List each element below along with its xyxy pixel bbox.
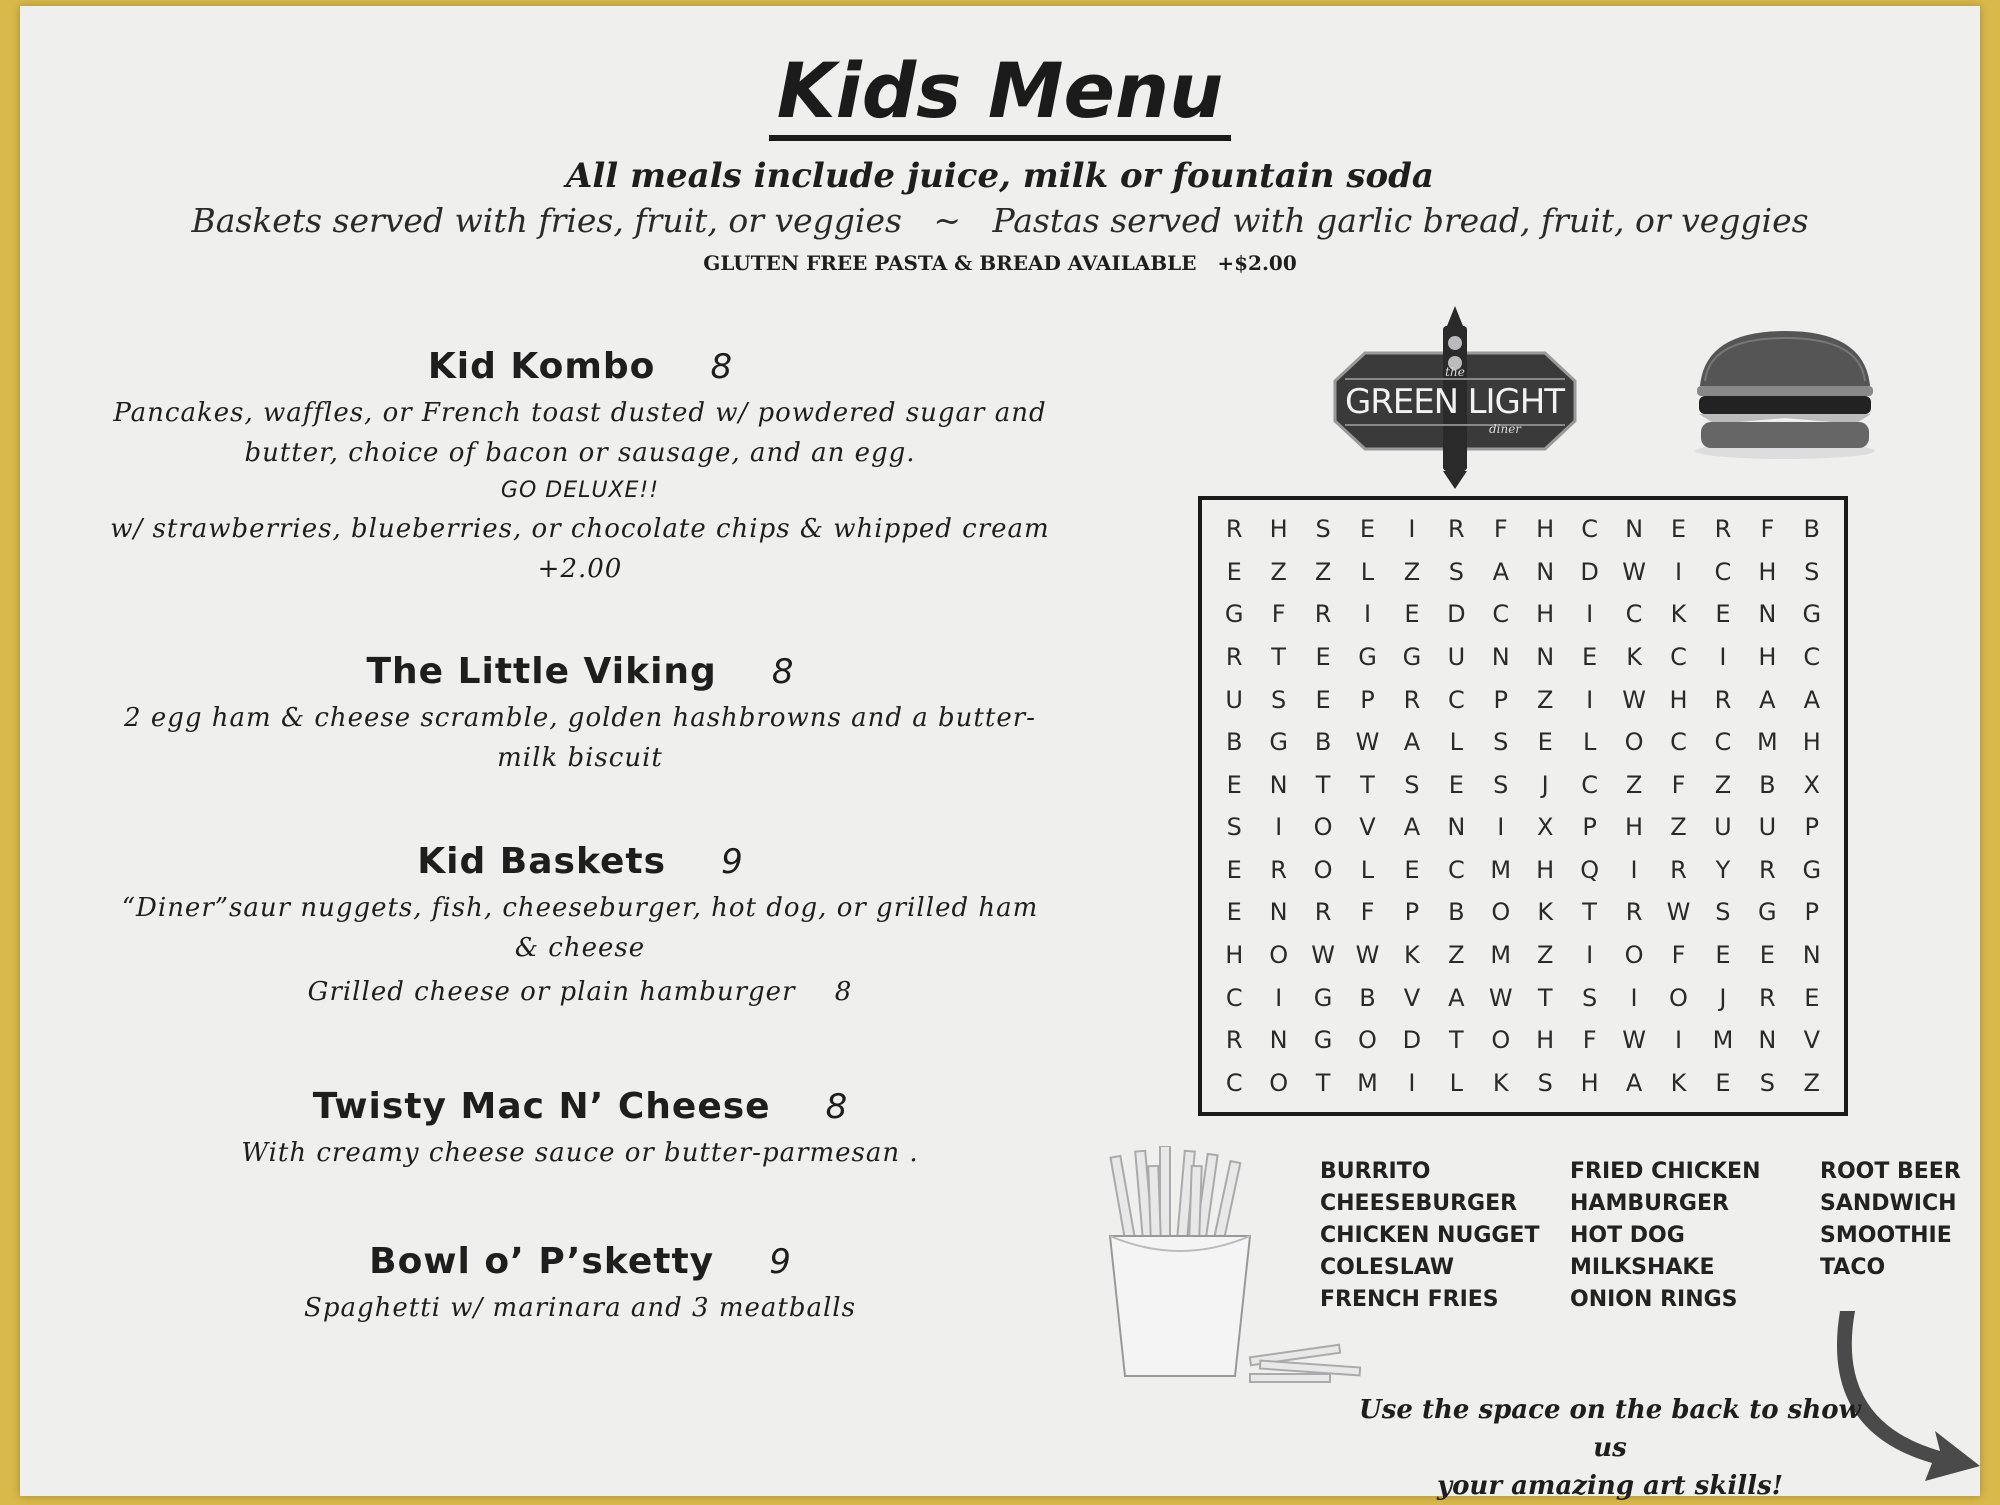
grid-letter: O — [1624, 940, 1644, 969]
grid-letter: D — [1580, 557, 1599, 586]
grid-letter: A — [1448, 983, 1465, 1012]
grid-letter: H — [1802, 728, 1821, 757]
grid-letter: C — [1714, 557, 1732, 586]
word-list-col2: FRIED CHICKEN HAMBURGER HOT DOG MILKSHAKE ONION RINGS — [1570, 1159, 1761, 1312]
grid-letter: G — [1802, 600, 1822, 629]
grid-letter: F — [1671, 940, 1686, 969]
grid-letter: E — [1359, 515, 1376, 544]
grid-letter: R — [1225, 515, 1243, 544]
item-name: Twisty Mac N’ Cheese — [312, 1086, 771, 1127]
item-description: Pancakes, waffles, or French toast dusted w/ powdered sugar and butter, choice of bacon or sausage, and an egg. GO DELUXE!! w/ strawberries, blueberries, or chocolate chips & whipped cream +2.00 — [100, 393, 1060, 589]
grid-letter: R — [1759, 855, 1776, 884]
grid-letter: A — [1759, 685, 1776, 714]
burger-icon — [1685, 326, 1885, 470]
grid-letter: E — [1404, 855, 1420, 884]
grid-letter: S — [1315, 515, 1331, 544]
grid-letter: S — [1804, 557, 1820, 586]
grid-letter: C — [1581, 770, 1599, 799]
meal-includes-line: All meals include juice, milk or fountain soda — [566, 156, 1434, 196]
grid-letter: S — [1404, 770, 1420, 799]
svg-text:GREEN LIGHT: GREEN LIGHT — [1345, 382, 1565, 422]
grid-letter: U — [1714, 813, 1732, 842]
grid-letter: U — [1447, 642, 1466, 671]
grid-letter: E — [1715, 600, 1731, 629]
menu-item-twisty-mac — [100, 1086, 1060, 1173]
grid-letter: E — [1715, 940, 1731, 969]
grid-letter: I — [1408, 515, 1416, 544]
grid-letter: I — [1408, 1068, 1416, 1097]
grid-letter: R — [1714, 685, 1732, 714]
grid-letter: W — [1622, 557, 1646, 586]
grid-letter: F — [1493, 515, 1508, 544]
grid-letter: N — [1536, 557, 1555, 586]
go-deluxe-label: GO DELUXE!! — [500, 478, 660, 503]
grid-letter: O — [1491, 898, 1511, 927]
grid-letter: G — [1402, 642, 1422, 671]
grid-letter: G — [1224, 600, 1244, 629]
grid-letter: N — [1802, 940, 1821, 969]
grid-letter: R — [1403, 685, 1421, 714]
item-price: 8 — [834, 977, 853, 1007]
grid-letter: C — [1447, 685, 1465, 714]
grid-letter: S — [1759, 1068, 1775, 1097]
grid-letter: R — [1625, 898, 1643, 927]
grid-letter: B — [1225, 728, 1243, 757]
grid-letter: Z — [1625, 770, 1643, 799]
grid-letter: D — [1402, 1026, 1422, 1055]
grid-letter: R — [1225, 1026, 1243, 1055]
grid-letter: S — [1226, 813, 1242, 842]
grid-letter: U — [1758, 813, 1777, 842]
grid-letter: H — [1536, 600, 1555, 629]
grid-letter: B — [1759, 770, 1776, 799]
grid-letter: E — [1315, 642, 1331, 671]
grid-letter: E — [1448, 770, 1464, 799]
grid-letter: O — [1269, 1068, 1289, 1097]
grid-letter: H — [1536, 855, 1555, 884]
grid-letter: R — [1270, 855, 1287, 884]
grid-letter: O — [1669, 983, 1688, 1012]
grid-letter: W — [1622, 1026, 1646, 1055]
svg-text:diner: diner — [1488, 422, 1522, 436]
grid-letter: R — [1225, 642, 1243, 671]
item-description: “Diner”saur nuggets, fish, cheeseburger, hot dog, or grilled ham & cheese Grilled cheese or plain hamburger 8 — [121, 893, 1039, 1007]
grid-letter: H — [1225, 940, 1244, 969]
menu-item-kid-kombo — [100, 346, 1060, 589]
grid-letter: I — [1497, 813, 1505, 842]
grid-letter: Z — [1448, 940, 1465, 969]
grid-letter: T — [1582, 898, 1597, 927]
grid-letter: E — [1537, 728, 1553, 757]
grid-letter: L — [1360, 557, 1375, 586]
grid-letter: B — [1314, 728, 1332, 757]
grid-letter: E — [1226, 898, 1242, 927]
grid-letter: F — [1582, 1026, 1597, 1055]
grid-letter: I — [1586, 685, 1594, 714]
grid-letter: N — [1269, 898, 1288, 927]
grid-letter: A — [1403, 813, 1421, 842]
grid-letter: I — [1674, 557, 1683, 586]
grid-letter: E — [1759, 940, 1775, 969]
grid-letter: M — [1756, 728, 1778, 757]
grid-letter: T — [1449, 1026, 1464, 1055]
grid-letter: P — [1804, 813, 1820, 842]
grid-letter: H — [1580, 1068, 1599, 1097]
grid-letter: T — [1315, 770, 1331, 799]
grid-letter: H — [1758, 642, 1777, 671]
grid-letter: W — [1622, 685, 1646, 714]
grid-letter: U — [1225, 685, 1243, 714]
grid-letter: N — [1491, 642, 1510, 671]
grid-letter: F — [1671, 770, 1686, 799]
grid-letter: N — [1536, 642, 1555, 671]
grid-letter: S — [1493, 728, 1509, 757]
grid-letter: H — [1625, 813, 1644, 842]
item-description: 2 egg ham & cheese scramble, golden hashbrowns and a butter- milk biscuit — [124, 703, 1036, 773]
grid-letter: W — [1355, 728, 1380, 757]
grid-letter: E — [1226, 557, 1242, 586]
grid-letter: K — [1537, 898, 1554, 927]
grid-letter: I — [1275, 813, 1283, 842]
grid-letter: C — [1803, 642, 1821, 671]
grid-letter: T — [1537, 983, 1553, 1012]
grid-letter: I — [1719, 642, 1727, 671]
svg-text:the: the — [1445, 365, 1465, 379]
grid-letter: Z — [1714, 770, 1732, 799]
grid-letter: R — [1448, 515, 1465, 544]
grid-letter: E — [1404, 600, 1420, 629]
item-price: 8 — [710, 347, 733, 387]
grid-letter: Z — [1536, 940, 1554, 969]
grid-letter: N — [1758, 600, 1777, 629]
grid-letter: L — [1449, 728, 1464, 757]
grid-letter: X — [1803, 770, 1820, 799]
grid-letter: Z — [1803, 1068, 1820, 1097]
grid-letter: Q — [1580, 855, 1600, 884]
grid-letter: O — [1624, 728, 1644, 757]
grid-letter: H — [1758, 557, 1777, 586]
grid-letter: J — [1541, 770, 1549, 799]
grid-letter: G — [1313, 1026, 1333, 1055]
grid-letter: X — [1536, 813, 1554, 842]
item-description: With creamy cheese sauce or butter-parmesan . — [241, 1138, 919, 1168]
grid-letter: H — [1536, 515, 1555, 544]
grid-letter: G — [1758, 898, 1777, 927]
grid-letter: G — [1802, 855, 1822, 884]
grid-letter: Z — [1670, 813, 1687, 842]
gluten-free-line: GLUTEN FREE PASTA & BREAD AVAILABLE +$2.00 — [703, 251, 1297, 275]
grid-letter: H — [1269, 515, 1288, 544]
art-skills-note: Use the space on the back to show us your amazing art skills! — [1359, 1395, 1861, 1501]
grid-letter: E — [1226, 770, 1242, 799]
grid-letter: N — [1758, 1026, 1777, 1055]
item-name: Bowl o’ P’sketty — [369, 1241, 715, 1282]
word-list-col1: BURRITO CHEESEBURGER CHICKEN NUGGET COLESLAW FRENCH FRIES — [1320, 1159, 1540, 1312]
grid-letter: W — [1666, 898, 1691, 927]
grid-letter: A — [1492, 557, 1509, 586]
grid-letter: E — [1226, 855, 1242, 884]
grid-letter: O — [1313, 813, 1333, 842]
grid-letter: W — [1355, 940, 1380, 969]
menu-item-kid-baskets — [100, 841, 1060, 1012]
grid-letter: S — [1493, 770, 1509, 799]
grid-letter: O — [1313, 855, 1333, 884]
grid-letter: K — [1670, 1068, 1687, 1097]
grid-letter: O — [1358, 1026, 1377, 1055]
grid-letter: I — [1586, 940, 1594, 969]
menu-item-psketty — [100, 1241, 1060, 1328]
grid-letter: T — [1315, 1068, 1331, 1097]
grid-letter: P — [1493, 685, 1509, 714]
grid-letter: M — [1490, 855, 1512, 884]
grid-letter: R — [1670, 855, 1687, 884]
grid-letter: F — [1360, 898, 1375, 927]
grid-letter: C — [1581, 515, 1599, 544]
grid-letter: H — [1669, 685, 1688, 714]
grid-letter: G — [1358, 642, 1377, 671]
item-description: Spaghetti w/ marinara and 3 meatballs — [304, 1293, 856, 1323]
item-price: 9 — [769, 1242, 791, 1282]
grid-letter: Z — [1270, 557, 1287, 586]
grid-letter: C — [1225, 983, 1243, 1012]
grid-letter: P — [1360, 685, 1375, 714]
grid-letter: N — [1447, 813, 1466, 842]
grid-letter: L — [1449, 1068, 1464, 1097]
grid-letter: M — [1712, 1026, 1734, 1055]
grid-letter: I — [1630, 855, 1638, 884]
grid-letter: A — [1803, 685, 1820, 714]
grid-letter: K — [1404, 940, 1420, 969]
grid-letter: P — [1404, 898, 1420, 927]
grid-letter: I — [1363, 600, 1372, 629]
grid-letter: S — [1715, 898, 1731, 927]
grid-letter: I — [1630, 983, 1638, 1012]
menu-sheet — [20, 6, 1980, 1501]
grid-letter: O — [1269, 940, 1289, 969]
grid-letter: G — [1269, 728, 1288, 757]
grid-letter: E — [1670, 515, 1687, 544]
grid-letter: M — [1490, 940, 1512, 969]
grid-letter: G — [1313, 983, 1333, 1012]
grid-letter: S — [1582, 983, 1598, 1012]
green-light-logo-icon — [1315, 301, 1595, 495]
grid-letter: R — [1714, 515, 1732, 544]
grid-letter: N — [1269, 770, 1288, 799]
item-name: The Little Viking — [366, 651, 717, 692]
grid-letter: P — [1804, 898, 1820, 927]
grid-letter: N — [1625, 515, 1644, 544]
sides-line: Baskets served with fries, fruit, or veggies ~ Pastas served with garlic bread, fruit, or veggies — [191, 201, 1809, 240]
grid-letter: C — [1670, 642, 1687, 671]
grid-letter: H — [1536, 1026, 1555, 1055]
grid-letter: L — [1360, 855, 1375, 884]
grid-letter: L — [1582, 728, 1597, 757]
grid-letter: C — [1447, 855, 1465, 884]
grid-letter: S — [1537, 1068, 1553, 1097]
grid-letter: F — [1271, 600, 1286, 629]
grid-letter: Z — [1403, 557, 1421, 586]
item-name: Kid Baskets — [417, 841, 666, 882]
grid-letter: Z — [1314, 557, 1332, 586]
menu-item-little-viking — [100, 651, 1060, 778]
grid-letter: R — [1314, 898, 1332, 927]
grid-letter: E — [1715, 1068, 1731, 1097]
grid-letter: N — [1269, 1026, 1288, 1055]
grid-letter: C — [1670, 728, 1687, 757]
grid-letter: R — [1759, 983, 1776, 1012]
grid-letter: S — [1448, 557, 1464, 586]
grid-letter: K — [1670, 600, 1687, 629]
grid-letter: C — [1492, 600, 1510, 629]
grid-letter: W — [1311, 940, 1335, 969]
grid-letter: C — [1714, 728, 1732, 757]
grid-letter: E — [1582, 642, 1598, 671]
page-title: Kids Menu — [20, 46, 1980, 136]
item-name: Kid Kombo — [427, 346, 656, 387]
item-price: 8 — [825, 1087, 848, 1127]
grid-letter: T — [1360, 770, 1375, 799]
grid-letter: W — [1488, 983, 1513, 1012]
grid-letter: J — [1719, 983, 1727, 1012]
grid-letter: E — [1804, 983, 1820, 1012]
grid-letter: C — [1625, 600, 1643, 629]
grid-letter: V — [1403, 983, 1421, 1012]
grid-letter: P — [1582, 813, 1597, 842]
grid-letter: V — [1359, 813, 1376, 842]
grid-letter: C — [1225, 1068, 1243, 1097]
item-price: 9 — [721, 842, 743, 882]
grid-letter: S — [1271, 685, 1287, 714]
grid-letter: A — [1403, 728, 1421, 757]
grid-letter: Z — [1536, 685, 1554, 714]
grid-letter: K — [1626, 642, 1642, 671]
grid-letter: I — [1674, 1026, 1683, 1055]
grid-letter: B — [1448, 898, 1465, 927]
word-search-grid — [1198, 496, 1848, 1116]
grid-letter: D — [1447, 600, 1466, 629]
grid-letter: M — [1357, 1068, 1378, 1097]
grid-letter: I — [1586, 600, 1594, 629]
grid-letter: V — [1803, 1026, 1820, 1055]
grid-letter: E — [1315, 685, 1331, 714]
grid-letter: A — [1625, 1068, 1643, 1097]
grid-letter: Y — [1715, 855, 1731, 884]
word-list-col3: ROOT BEER SANDWICH SMOOTHIE TACO — [1820, 1159, 1961, 1280]
grid-letter: K — [1492, 1068, 1509, 1097]
grid-letter: B — [1359, 983, 1376, 1012]
item-price: 8 — [771, 652, 794, 692]
grid-letter: O — [1491, 1026, 1511, 1055]
grid-letter: R — [1314, 600, 1332, 629]
grid-letter: F — [1760, 515, 1775, 544]
grid-letter: I — [1275, 983, 1283, 1012]
grid-letter: B — [1803, 515, 1820, 544]
grid-letter: T — [1271, 642, 1286, 671]
